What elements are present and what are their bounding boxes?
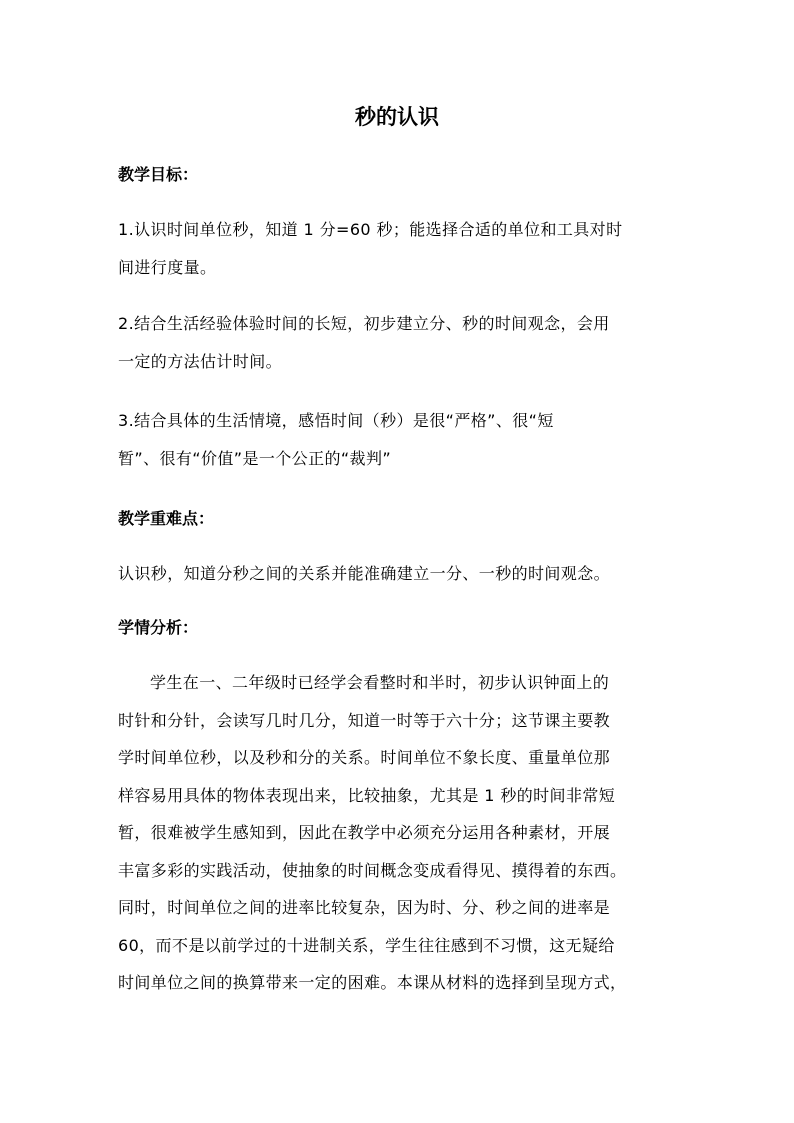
analysis-line-4: 样容易用具体的物体表现出来，比较抽象，尤其是 1 秒的时间非常短 — [118, 785, 616, 805]
section-heading-objectives: 教学目标： — [118, 165, 199, 184]
objective-item-1 — [118, 211, 678, 286]
analysis-line-3: 学时间单位秒，以及秒和分的关系。时间单位不象长度、重量单位那 — [118, 748, 611, 767]
objective-3-line-1: 3.结合具体的生活情境，感悟时间（秒）是很“严格”、很“短 — [118, 411, 554, 430]
objective-item-2 — [118, 305, 678, 380]
analysis-line-8: 60，而不是以前学过的十进制关系，学生往往感到不习惯，这无疑给 — [118, 935, 615, 955]
objective-3-line-2: 暂”、很有“价值”是一个公正的“裁判” — [118, 448, 392, 468]
section-heading-analysis: 学情分析： — [118, 618, 199, 637]
analysis-line-7: 同时，时间单位之间的进率比较复杂，因为时、分、秒之间的进率是 — [118, 898, 611, 917]
analysis-line-6: 丰富多彩的实践活动，使抽象的时间概念变成看得见、摸得着的东西。 — [118, 860, 627, 880]
analysis-line-2: 时针和分针，会读写几时几分，知道一时等于六十分；这节课主要教 — [118, 710, 611, 730]
key-points-text — [118, 555, 678, 593]
key-points-line-1: 认识秒，知道分秒之间的关系并能准确建立一分、一秒的时间观念。 — [118, 564, 611, 583]
document-title: 秒的认识 — [355, 105, 439, 129]
objective-1-line-2: 间进行度量。 — [118, 257, 217, 277]
analysis-line-9: 时间单位之间的换算带来一定的困难。本课从材料的选择到呈现方式， — [118, 973, 627, 992]
section-heading-key-points: 教学重难点： — [118, 509, 215, 528]
objective-2-line-2: 一定的方法估计时间。 — [118, 351, 283, 371]
analysis-line-5: 暂，很难被学生感知到，因此在教学中必须充分运用各种素材，开展 — [118, 823, 611, 842]
analysis-line-1: 学生在一、二年级时已经学会看整时和半时，初步认识钟面上的 — [150, 673, 610, 692]
objective-1-line-1: 1.认识时间单位秒，知道 1 分=60 秒；能选择合适的单位和工具对时 — [118, 220, 623, 239]
objective-item-3 — [118, 402, 678, 477]
analysis-paragraph — [118, 664, 678, 1002]
objective-2-line-1: 2.结合生活经验体验时间的长短，初步建立分、秒的时间观念，会用 — [118, 314, 610, 333]
